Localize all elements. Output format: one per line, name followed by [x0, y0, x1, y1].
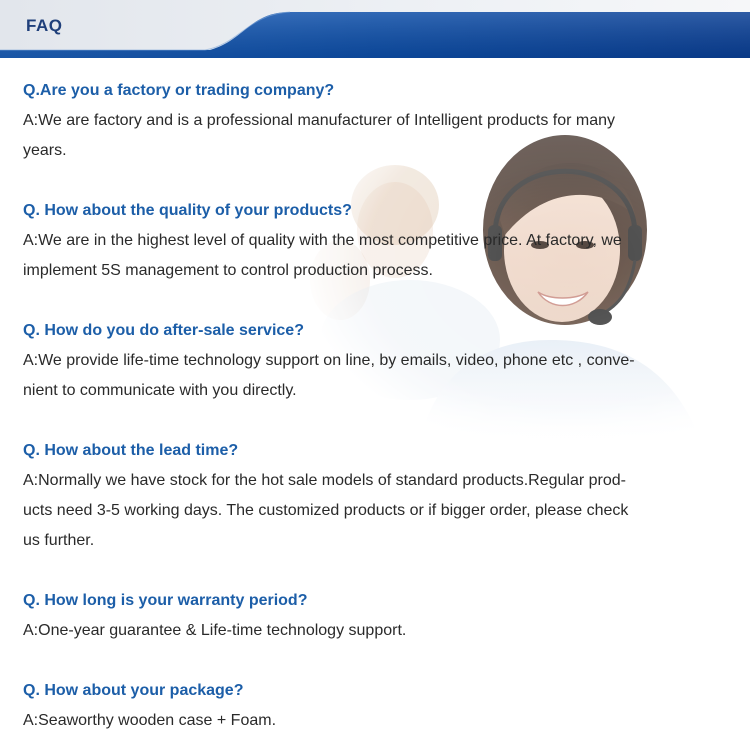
- faq-question: Q. How long is your warranty period?: [23, 592, 308, 609]
- faq-item: [23, 676, 723, 736]
- faq-answer-line: years.: [23, 142, 67, 159]
- header-banner: [0, 0, 750, 58]
- faq-answer-line: ucts need 3-5 working days. The customized products or if bigger order, please check: [23, 502, 629, 519]
- faq-answer: [23, 346, 723, 406]
- faq-item: [23, 76, 723, 196]
- faq-spacer: [23, 556, 723, 586]
- faq-answer: [23, 466, 723, 556]
- faq-item: [23, 436, 723, 586]
- faq-question: Q. How about the lead time?: [23, 442, 239, 459]
- faq-answer-line: A:Normally we have stock for the hot sale models of standard products.Regular prod-: [23, 472, 626, 489]
- faq-question: Q.Are you a factory or trading company?: [23, 82, 335, 99]
- faq-answer-line: implement 5S management to control production process.: [23, 262, 433, 279]
- faq-answer-line: A:We provide life-time technology support on line, by emails, video, phone etc , conve-: [23, 352, 635, 369]
- faq-answer: [23, 616, 723, 646]
- faq-spacer: [23, 286, 723, 316]
- header-wave-graphic: [0, 0, 750, 58]
- faq-item: [23, 196, 723, 316]
- faq-answer-line: A:We are factory and is a professional manufacturer of Intelligent products for many: [23, 112, 615, 129]
- faq-item: [23, 586, 723, 676]
- faq-question: Q. How about your package?: [23, 682, 244, 699]
- faq-spacer: [23, 166, 723, 196]
- faq-answer-line: A:One-year guarantee & Life-time technology support.: [23, 622, 407, 639]
- faq-answer: [23, 706, 723, 736]
- faq-item: [23, 316, 723, 436]
- faq-answer: [23, 106, 723, 166]
- faq-spacer: [23, 406, 723, 436]
- faq-question: Q. How do you do after-sale service?: [23, 322, 304, 339]
- faq-answer-line: us further.: [23, 532, 95, 549]
- faq-answer-line: A:We are in the highest level of quality with the most competitive price. At factory, we: [23, 232, 622, 249]
- page-title: FAQ: [26, 16, 63, 35]
- faq-answer-line: A:Seaworthy wooden case + Foam.: [23, 712, 277, 729]
- faq-spacer: [23, 646, 723, 676]
- faq-question: Q. How about the quality of your products?: [23, 202, 352, 219]
- faq-list: [23, 76, 723, 736]
- faq-answer-line: nient to communicate with you directly.: [23, 382, 297, 399]
- faq-answer: [23, 226, 723, 286]
